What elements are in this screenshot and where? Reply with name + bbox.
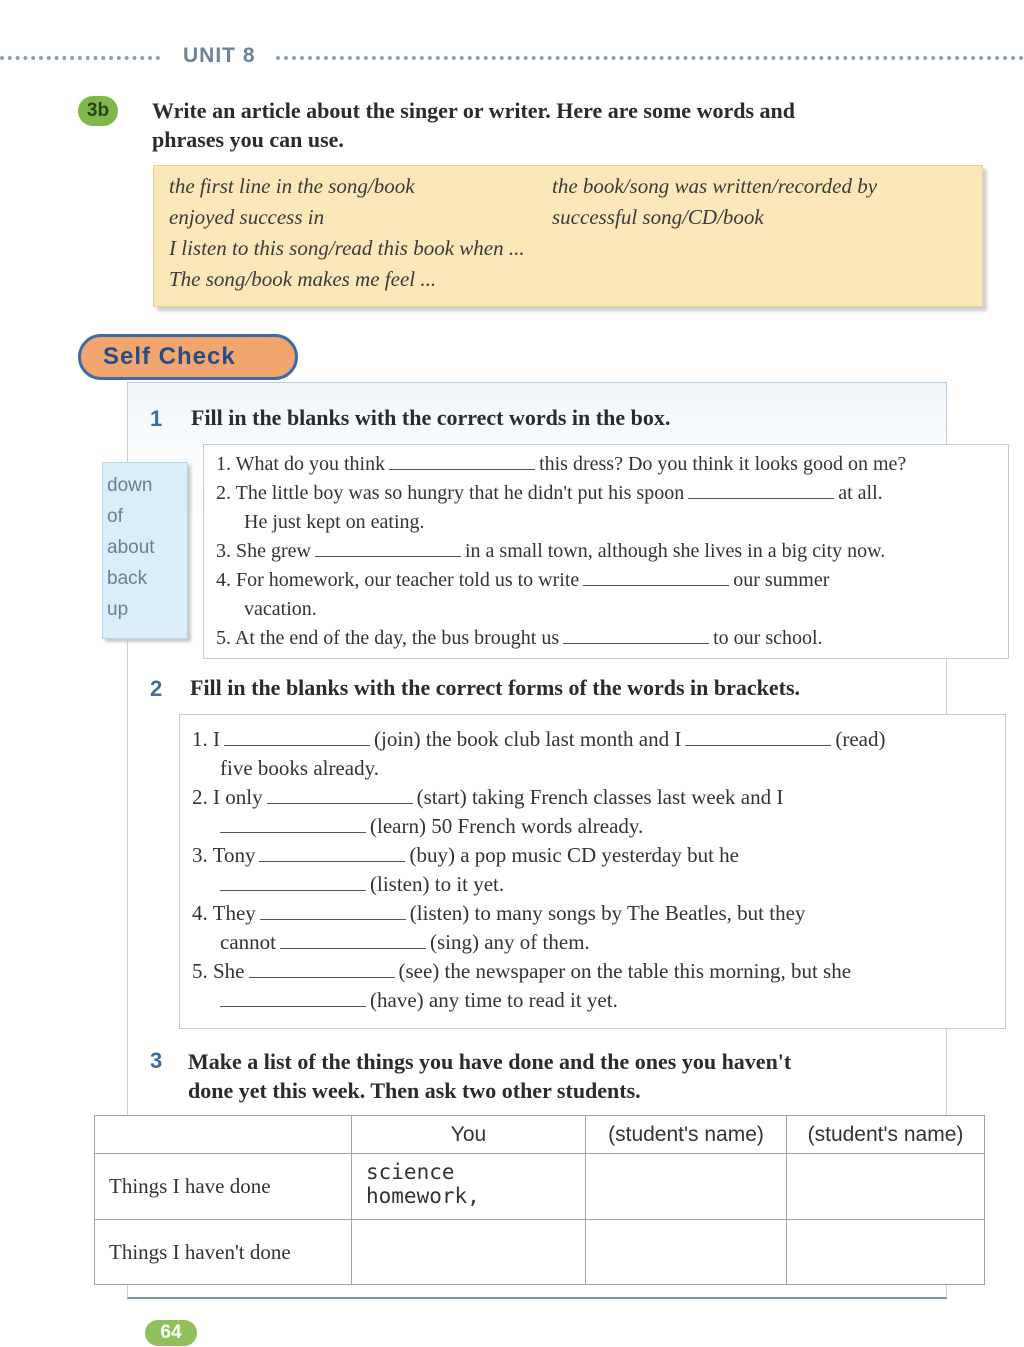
you-done-cell[interactable]: science homework, <box>352 1154 586 1220</box>
page-number: 64 <box>145 1320 197 1346</box>
column-header-student-1: (student's name) <box>586 1116 787 1154</box>
student-1-done-cell[interactable] <box>586 1154 787 1220</box>
phrase: enjoyed success in <box>169 205 325 229</box>
answer-blank[interactable] <box>688 497 834 499</box>
answer-blank[interactable] <box>220 889 366 891</box>
exercise-3b-instruction: Write an article about the singer or writer. Here are some words and phrases you can use. <box>152 98 795 152</box>
exercise-2-box <box>179 714 1006 1029</box>
sentence: 5. She (see) the newspaper on the table this morning, but she <box>192 959 852 983</box>
sentence: 1. I (join) the book club last month and I (read) <box>192 727 886 751</box>
exercise-badge-3b: 3b <box>78 96 118 126</box>
question-3-title: Make a list of the things you have done and the ones you haven't done yet this week. Then ask two other students. <box>188 1049 792 1103</box>
student-2-done-cell[interactable] <box>787 1154 985 1220</box>
answer-blank[interactable] <box>389 468 535 470</box>
exercise-1-box <box>203 444 1009 659</box>
word-option: of <box>107 506 123 527</box>
answer-blank[interactable] <box>220 831 366 833</box>
column-header-you: You <box>352 1116 586 1154</box>
unit-label: UNIT 8 <box>183 44 256 67</box>
sentence-continuation: five books already. <box>220 756 379 780</box>
you-not-done-cell[interactable] <box>352 1220 586 1285</box>
dotted-rule-right <box>276 56 1024 60</box>
column-header-student-2: (student's name) <box>787 1116 985 1154</box>
phrase: the book/song was written/recorded by <box>552 174 878 198</box>
self-check-title: Self Check <box>78 334 298 380</box>
row-label-done: Things I have done <box>95 1154 352 1220</box>
sentence: 5. At the end of the day, the bus brought us to our school. <box>216 627 823 649</box>
answer-blank[interactable] <box>563 642 709 644</box>
answer-blank[interactable] <box>583 584 729 586</box>
row-label-not-done: Things I haven't done <box>95 1220 352 1285</box>
answer-blank[interactable] <box>224 744 370 746</box>
activity-table <box>94 1115 985 1285</box>
word-option: down <box>107 475 153 496</box>
answer-blank[interactable] <box>260 918 406 920</box>
sentence: 3. Tony (buy) a pop music CD yesterday but he <box>192 843 739 867</box>
sentence: 4. For homework, our teacher told us to write our summer <box>216 569 830 591</box>
answer-blank[interactable] <box>315 555 461 557</box>
sentence-continuation: (learn) 50 French words already. <box>216 814 643 839</box>
phrase: the first line in the song/book <box>169 174 415 198</box>
question-1-title: Fill in the blanks with the correct words in the box. <box>191 405 671 430</box>
question-number: 2 <box>150 676 163 701</box>
answer-blank[interactable] <box>249 976 395 978</box>
sentence: 4. They (listen) to many songs by The Beatles, but they <box>192 901 806 925</box>
phrase: I listen to this song/read this book when ... <box>169 236 525 260</box>
word-box <box>102 462 188 639</box>
phrase-box <box>153 165 983 307</box>
sentence-continuation: He just kept on eating. <box>244 511 425 533</box>
question-number: 1 <box>150 406 163 431</box>
sentence-continuation: (have) any time to read it yet. <box>216 988 618 1013</box>
table-corner-cell <box>95 1116 352 1154</box>
word-option: about <box>107 537 155 558</box>
question-number: 3 <box>150 1048 163 1073</box>
sentence-continuation: cannot (sing) any of them. <box>220 930 590 954</box>
student-2-not-done-cell[interactable] <box>787 1220 985 1285</box>
question-2-title: Fill in the blanks with the correct forms of the words in brackets. <box>190 675 801 700</box>
phrase: successful song/CD/book <box>552 205 764 229</box>
sentence: 2. I only (start) taking French classes last week and I <box>192 785 784 809</box>
answer-blank[interactable] <box>267 802 413 804</box>
sentence: 2. The little boy was so hungry that he didn't put his spoon at all. <box>216 482 883 504</box>
answer-blank[interactable] <box>280 947 426 949</box>
word-option: back <box>107 568 148 589</box>
sentence: 1. What do you think this dress? Do you think it looks good on me? <box>216 453 907 475</box>
sentence: 3. She grew in a small town, although she lives in a big city now. <box>216 540 886 562</box>
dotted-rule-left <box>0 56 160 60</box>
answer-blank[interactable] <box>220 1005 366 1007</box>
answer-blank[interactable] <box>259 860 405 862</box>
sentence-continuation: vacation. <box>244 598 317 620</box>
phrase: The song/book makes me feel ... <box>169 267 437 291</box>
answer-blank[interactable] <box>685 744 831 746</box>
student-1-not-done-cell[interactable] <box>586 1220 787 1285</box>
sentence-continuation: (listen) to it yet. <box>216 872 504 897</box>
word-option: up <box>107 599 129 620</box>
